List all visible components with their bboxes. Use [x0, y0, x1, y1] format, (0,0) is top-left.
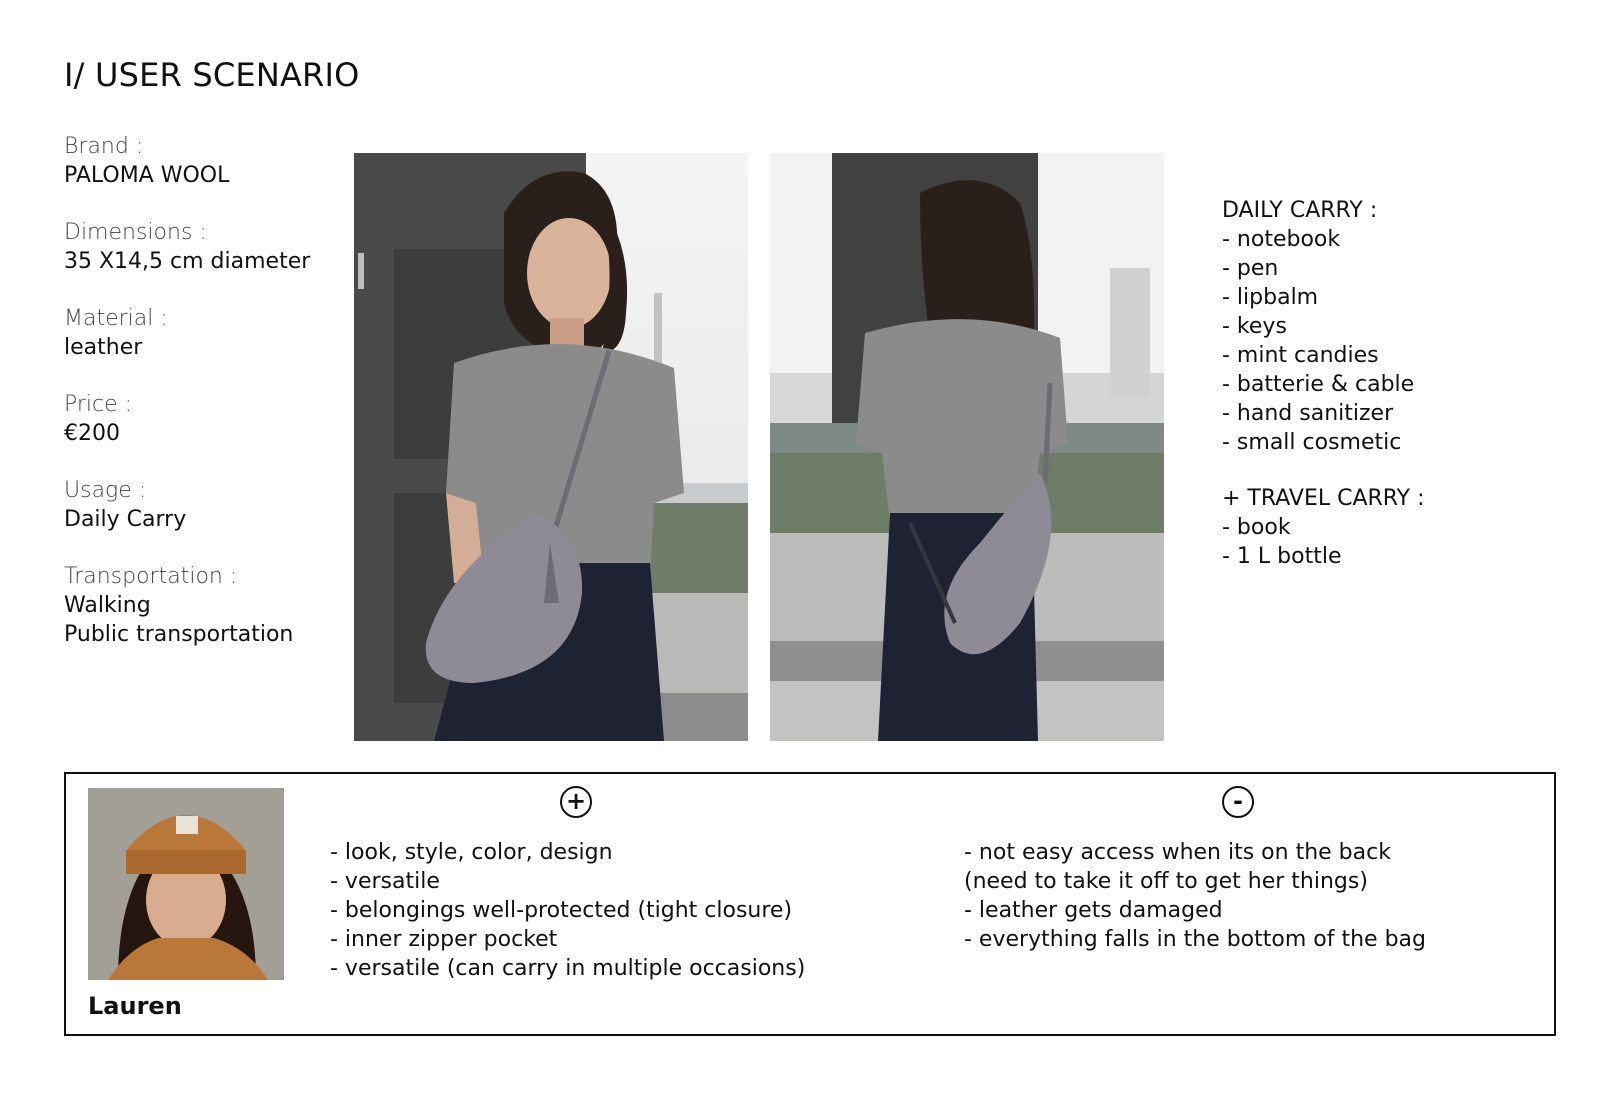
spec-dimensions [64, 218, 364, 276]
spec-usage [64, 476, 364, 534]
spec-value: PALOMA WOOL [64, 163, 230, 188]
travel-carry-heading: + TRAVEL CARRY : [1222, 486, 1425, 511]
list-item: - leather gets damaged [964, 898, 1223, 923]
list-item: - everything falls in the bottom of the bag [964, 927, 1426, 952]
persona-card [64, 772, 1556, 1036]
spec-label: Dimensions : [64, 220, 207, 245]
spec-label: Usage : [64, 478, 147, 503]
persona-name: Lauren [88, 992, 182, 1020]
list-item: - inner zipper pocket [330, 927, 558, 952]
spec-label: Brand : [64, 134, 144, 159]
carry-list [1222, 196, 1582, 571]
spec-value: €200 [64, 421, 120, 446]
list-item: - 1 L bottle [1222, 544, 1342, 569]
avatar [88, 788, 284, 980]
list-item: - batterie & cable [1222, 372, 1415, 397]
list-item: - hand sanitizer [1222, 401, 1394, 426]
list-item: - mint candies [1222, 343, 1379, 368]
spec-brand [64, 132, 364, 190]
list-item: - small cosmetic [1222, 430, 1402, 455]
list-item: - notebook [1222, 227, 1341, 252]
list-item: - versatile [330, 869, 440, 894]
product-specs [64, 132, 364, 677]
list-item: - belongings well-protected (tight closure) [330, 898, 793, 923]
list-item: - versatile (can carry in multiple occasions) [330, 956, 806, 981]
page-title: I/ USER SCENARIO [64, 56, 360, 94]
list-item: - lipbalm [1222, 285, 1319, 310]
photo-back-illustration [770, 153, 1164, 741]
spec-value: Walking [64, 593, 151, 618]
spec-value: Public transportation [64, 622, 294, 647]
list-item: - book [1222, 515, 1291, 540]
avatar-illustration [88, 788, 284, 980]
spec-price [64, 390, 364, 448]
spec-label: Price : [64, 392, 133, 417]
list-item: - keys [1222, 314, 1287, 339]
cons-list [964, 838, 1426, 954]
spec-label: Transportation : [64, 564, 238, 589]
pros-list [330, 838, 805, 983]
spec-value: 35 X14,5 cm diameter [64, 249, 311, 274]
product-photo-back [770, 153, 1164, 741]
spec-label: Material : [64, 306, 168, 331]
product-photo-front [354, 153, 748, 741]
list-item: - pen [1222, 256, 1279, 281]
spec-value: leather [64, 335, 143, 360]
list-item: (need to take it off to get her things) [964, 869, 1368, 894]
list-item: - look, style, color, design [330, 840, 613, 865]
list-item: - not easy access when its on the back [964, 840, 1391, 865]
spec-value: Daily Carry [64, 507, 187, 532]
spec-material [64, 304, 364, 362]
minus-icon: - [1222, 786, 1254, 818]
photo-front-illustration [354, 153, 748, 741]
spec-transportation [64, 562, 364, 649]
plus-icon: + [560, 786, 592, 818]
daily-carry-heading: DAILY CARRY : [1222, 198, 1378, 223]
